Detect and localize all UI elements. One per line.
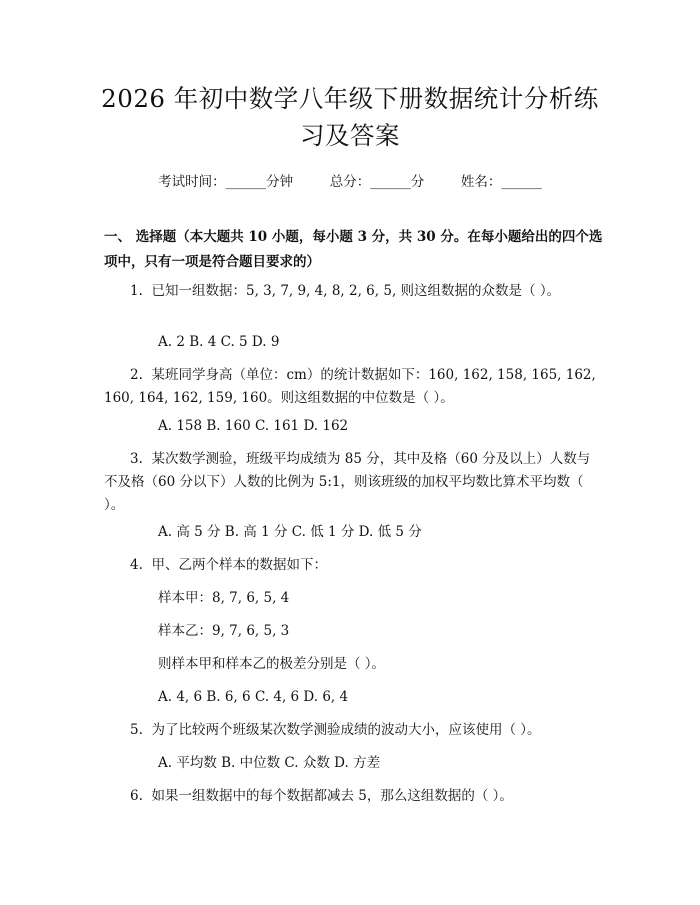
total-score-field: 总分：______分 [329, 174, 425, 190]
question-stem: 已知一组数据：5, 3, 7, 9, 4, 8, 2, 6, 5, 则这组数据的众数是（ ）。 [151, 283, 561, 299]
question-stem: 甲、乙两个样本的数据如下： [151, 557, 327, 573]
question-stem: 如果一组数据中的每个数据都减去 5，那么这组数据的（ ）。 [151, 788, 513, 804]
question-stem: 为了比较两个班级某次数学测验成绩的波动大小，应该使用（ ）。 [151, 722, 541, 738]
question-number: 6. [130, 788, 143, 804]
exam-info-line [0, 170, 700, 190]
question-4-options: A. 4, 6 B. 6, 6 C. 4, 6 D. 6, 4 [158, 689, 349, 705]
question-number: 4. [130, 557, 143, 573]
question-number: 1. [130, 283, 143, 299]
name-field: 姓名：______ [460, 174, 542, 190]
question-4-sample-a: 样本甲：8, 7, 6, 5, 4 [158, 590, 290, 606]
question-number: 5. [130, 722, 143, 738]
question-stem: 某班同学身高（单位：cm）的统计数据如下：160, 162, 158, 165, 162, 160, 164, 162, 159, 160。则这组数据的中位数是（ ）。 [104, 367, 596, 406]
question-stem: 某次数学测验，班级平均成绩为 85 分，其中及格（60 分及以上）人数与不及格（60 分以下）人数的比例为 5:1，则该班级的加权平均数比算术平均数（ ）。 [104, 451, 591, 513]
page-title: 2026 年初中数学八年级下册数据统计分析练习及答案 [101, 84, 599, 150]
question-3 [104, 448, 596, 517]
exam-time-field: 考试时间：______分钟 [158, 174, 294, 190]
question-3-options: A. 高 5 分 B. 高 1 分 C. 低 1 分 D. 低 5 分 [158, 524, 422, 540]
question-number: 3. [130, 451, 143, 467]
question-4-ask: 则样本甲和样本乙的极差分别是（ ）。 [158, 656, 386, 672]
question-6 [104, 785, 596, 808]
question-5-options: A. 平均数 B. 中位数 C. 众数 D. 方差 [158, 755, 381, 771]
question-4-sample-b: 样本乙：9, 7, 6, 5, 3 [158, 623, 290, 639]
question-1 [104, 280, 596, 303]
question-1-options: A. 2 B. 4 C. 5 D. 9 [158, 334, 280, 350]
question-4 [104, 554, 596, 577]
question-2 [104, 364, 596, 410]
question-2-options: A. 158 B. 160 C. 161 D. 162 [158, 418, 349, 434]
question-5 [104, 719, 596, 742]
question-number: 2. [130, 367, 143, 383]
section-heading: 一、 选择题（本大题共 10 小题，每小题 3 分，共 30 分。在每小题给出的四个选项中，只有一项是符合题目要求的） [104, 229, 603, 270]
